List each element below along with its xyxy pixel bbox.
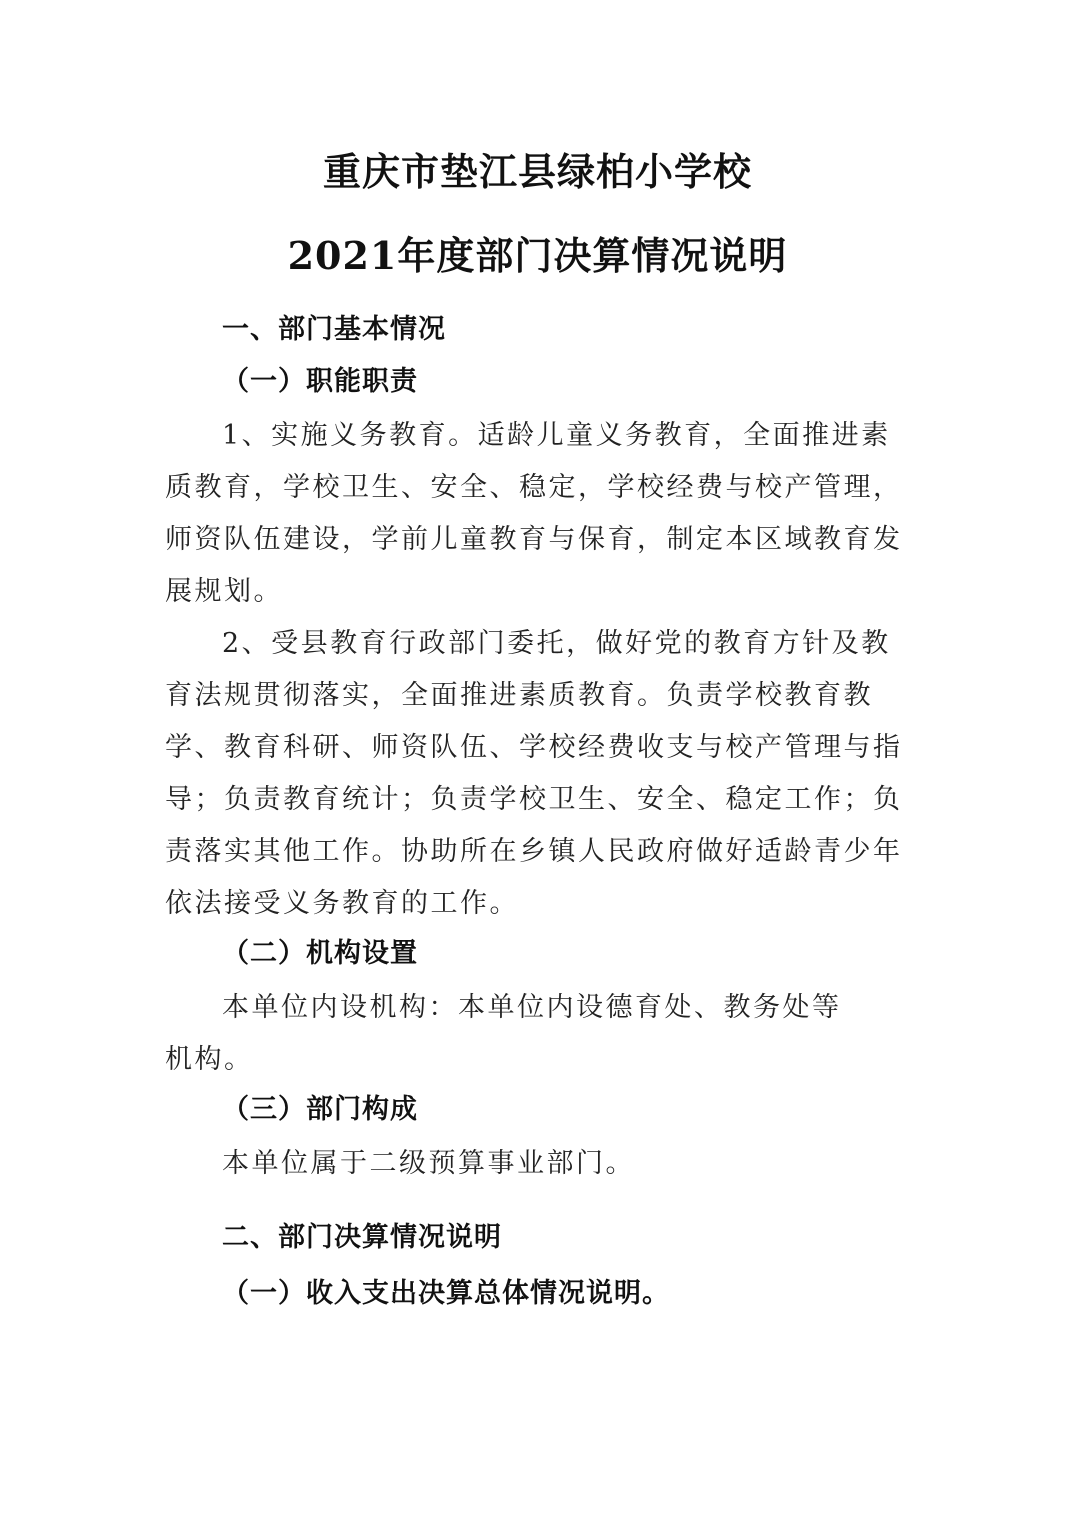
document-title-line2: 2021年度部门决算情况说明 bbox=[287, 233, 788, 278]
section1-sub1-para1: 1、实施义务教育。适龄儿童义务教育，全面推进素质教育，学校卫生、安全、稳定，学校经费与校产管理，师资队伍建设，学前儿童教育与保育，制定本区域教育发展规划。 bbox=[165, 420, 903, 607]
section2-heading: 二、部门决算情况说明 bbox=[222, 1222, 502, 1253]
section1-heading: 一、部门基本情况 bbox=[222, 314, 446, 345]
section1-sub3-heading: （三）部门构成 bbox=[222, 1094, 418, 1125]
section1-sub1-heading: （一）职能职责 bbox=[222, 366, 418, 397]
section2-sub1-heading: （一）收入支出决算总体情况说明。 bbox=[222, 1278, 670, 1309]
section1-sub3-para: 本单位属于二级预算事业部门。 bbox=[222, 1148, 635, 1179]
section1-sub2-heading: （二）机构设置 bbox=[222, 938, 418, 969]
document-title-line1: 重庆市垫江县绿柏小学校 bbox=[322, 149, 752, 194]
section1-sub1-para2: 2、受县教育行政部门委托，做好党的教育方针及教育法规贯彻落实，全面推进素质教育。负责学校教育教学、教育科研、师资队伍、学校经费收支与校产管理与指导；负责教育统计；负责学校卫生、安全、稳定工作；负责落实其他工作。协助所在乡镇人民政府做好适龄青少年依法接受义务教育的工作。 bbox=[165, 628, 903, 919]
section1-sub2-para: 本单位内设机构：本单位内设德育处、教务处等机构。 bbox=[165, 992, 842, 1075]
